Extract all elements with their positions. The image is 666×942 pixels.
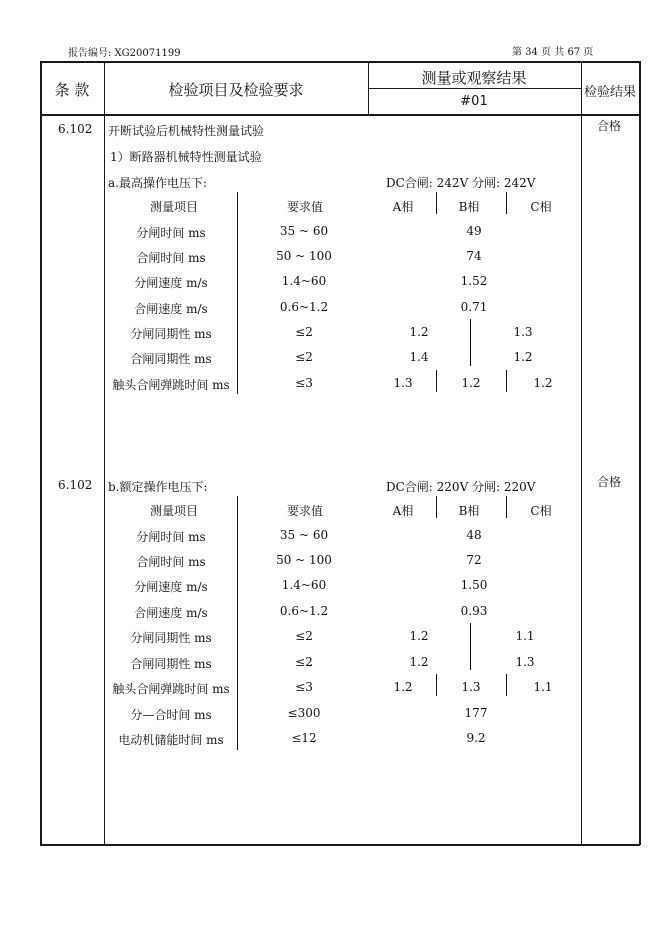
row-item: 分闸时间 ms: [136, 226, 206, 240]
row-requirement: 0.6~1.2: [279, 604, 329, 618]
section1-title: 开断试验后机械特性测量试验: [108, 124, 265, 138]
section1-clause: 6.102: [58, 122, 93, 136]
report-number: 报告编号: XG20071199: [68, 48, 181, 59]
row-requirement: ≤2: [295, 655, 313, 669]
col-divider-2: [368, 61, 369, 114]
section2-phase-c: C相: [530, 504, 552, 518]
section1-phase-a: A相: [392, 200, 414, 214]
row-requirement: ≤2: [295, 629, 313, 643]
row-requirement: ≤300: [287, 706, 321, 720]
section1-phase-c: C相: [530, 200, 552, 214]
row-value: 48: [466, 528, 482, 542]
row-value-b: 1.3: [461, 680, 481, 694]
left-border: [40, 61, 42, 845]
row-requirement: 0.6~1.2: [279, 300, 329, 314]
results-subheader-rule: [368, 88, 581, 89]
row-value: 1.52: [460, 274, 488, 288]
row-value-left: 1.2: [409, 629, 429, 643]
row-item: 分闸同期性 ms: [130, 327, 212, 341]
section2-verdict: 合格: [597, 475, 622, 489]
row-value-b: 1.2: [461, 376, 481, 390]
row-item: 合闸同期性 ms: [130, 352, 212, 366]
section1-sep-bc: [506, 192, 507, 214]
row-separator: [506, 370, 507, 392]
section1-phase-b: B相: [458, 200, 480, 214]
section1-verdict: 合格: [597, 119, 622, 133]
row-value: 49: [466, 224, 482, 238]
row-value-left: 1.4: [409, 350, 429, 364]
section2-voltage: DC合闸: 220V 分闸: 220V: [386, 480, 536, 494]
section1-col-req: 要求值: [286, 200, 324, 214]
col-divider-3: [581, 61, 582, 845]
row-requirement: 50 ~ 100: [276, 249, 332, 263]
row-value-right: 1.1: [515, 629, 535, 643]
row-requirement: 1.4~60: [281, 578, 327, 592]
section1-item-column-rule: [237, 192, 238, 394]
row-value-left: 1.2: [409, 325, 429, 339]
section2-item-column-rule: [237, 496, 238, 750]
row-value-right: 1.3: [513, 325, 533, 339]
section2-sep-bc: [506, 496, 507, 518]
row-value-c: 1.1: [533, 680, 553, 694]
section2-phase-b: B相: [458, 504, 480, 518]
row-item: 合闸速度 m/s: [134, 302, 208, 316]
row-value: 74: [466, 249, 482, 263]
section1-voltage: DC合闸: 242V 分闸: 242V: [386, 176, 536, 190]
row-value: 0.71: [460, 300, 488, 314]
row-item: 触头合闸弹跳时间 ms: [112, 378, 230, 392]
section2-sep-ab: [436, 496, 437, 518]
row-item: 合闸速度 m/s: [134, 606, 208, 620]
header-sample-id: #01: [460, 94, 488, 109]
row-requirement: ≤2: [295, 350, 313, 364]
section2-phase-a: A相: [392, 504, 414, 518]
row-value-a: 1.3: [393, 376, 413, 390]
col-divider-1: [104, 61, 105, 845]
row-item: 分闸速度 m/s: [134, 580, 208, 594]
row-requirement: ≤12: [291, 731, 317, 745]
row-item: 分—合时间 ms: [130, 708, 212, 722]
header-items: 检验项目及检验要求: [168, 81, 304, 99]
row-item: 分闸速度 m/s: [134, 276, 208, 290]
row-item: 合闸时间 ms: [136, 555, 206, 569]
top-rule: [40, 61, 640, 63]
section2-condition: b.额定操作电压下:: [108, 480, 208, 494]
row-item: 分闸同期性 ms: [130, 631, 212, 645]
section1-subtitle: 1）断路器机械特性测量试验: [110, 150, 262, 164]
row-separator: [470, 623, 471, 670]
row-separator: [506, 674, 507, 696]
row-item: 合闸时间 ms: [136, 251, 206, 265]
page-number: 第 34 页 共 67 页: [512, 47, 594, 58]
header-bottom-rule: [40, 114, 640, 116]
header-clause: 条 款: [54, 81, 90, 99]
row-requirement: 35 ~ 60: [279, 528, 329, 542]
row-value: 0.93: [460, 604, 488, 618]
section2-col-req: 要求值: [286, 504, 324, 518]
row-requirement: ≤2: [295, 325, 313, 339]
section1-col-item: 测量项目: [149, 200, 199, 214]
row-value: 72: [466, 553, 482, 567]
row-value-left: 1.2: [409, 655, 429, 669]
row-item: 分闸时间 ms: [136, 530, 206, 544]
header-results: 测量或观察结果: [421, 69, 527, 87]
row-item: 合闸同期性 ms: [130, 657, 212, 671]
row-value-a: 1.2: [393, 680, 413, 694]
section2-col-item: 测量项目: [149, 504, 199, 518]
row-separator: [470, 319, 471, 366]
section2-clause: 6.102: [58, 478, 93, 492]
row-separator: [436, 370, 437, 392]
section1-condition: a.最高操作电压下:: [108, 176, 208, 190]
right-border: [639, 61, 641, 845]
section1-sep-ab: [436, 192, 437, 214]
row-requirement: 50 ~ 100: [276, 553, 332, 567]
row-item: 电动机储能时间 ms: [118, 733, 224, 747]
row-requirement: ≤3: [295, 376, 313, 390]
row-requirement: 1.4~60: [281, 274, 327, 288]
header-verdict: 检验结果: [583, 85, 637, 100]
row-item: 触头合闸弹跳时间 ms: [112, 682, 230, 696]
row-separator: [436, 674, 437, 696]
row-value-c: 1.2: [533, 376, 553, 390]
row-value: 1.50: [460, 578, 488, 592]
row-requirement: ≤3: [295, 680, 313, 694]
row-value: 9.2: [466, 731, 486, 745]
bottom-rule: [40, 844, 640, 846]
row-value: 177: [464, 706, 488, 720]
row-value-right: 1.3: [515, 655, 535, 669]
row-requirement: 35 ~ 60: [279, 224, 329, 238]
row-value-right: 1.2: [513, 350, 533, 364]
